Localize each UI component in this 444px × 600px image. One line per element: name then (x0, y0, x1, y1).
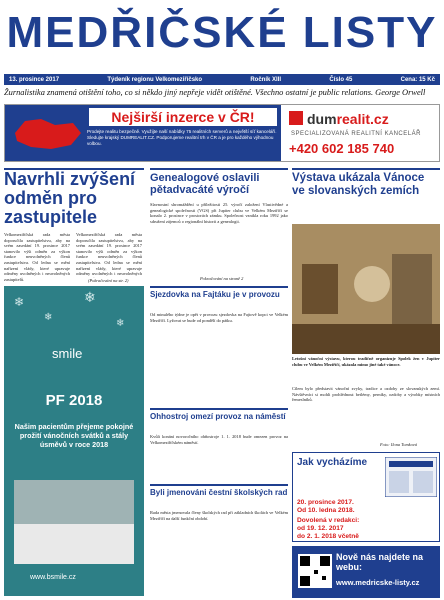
schedule-line3: Dovolená v redakci: (297, 517, 360, 524)
mid-rule-3 (150, 484, 288, 486)
col1-author: (Pokračování na str. 2) (88, 278, 129, 283)
bsmile-logo: smile (52, 346, 83, 361)
svg-text:❄: ❄ (14, 295, 25, 309)
issue-price: Cena: 15 Kč (400, 76, 435, 83)
bsmile-web[interactable]: www.bsmile.cz (30, 574, 76, 581)
team-photo (14, 480, 134, 564)
schedule-line1: 20. prosince 2017. (297, 499, 354, 506)
team-photo-icon (14, 480, 134, 564)
svg-text:❄: ❄ (44, 312, 53, 323)
mid-text-1: Od minulého týdne je opět v provozu sjezdovka na Fajtově kopci ve Velkém Meziříčí. Lyžovat se bude od pondělí do pátku. (150, 312, 288, 323)
schedule-line2: Od 10. ledna 2018. (297, 507, 355, 514)
col3-text: Cílem bylo představit vánoční zvyky, tradice a ozdoby ze slovanských zemí. Návštěvníci si mohli prohlédnout betlémy, perníky, ozdoby a výrobky místních řemeslníků. (292, 386, 440, 403)
brand-prefix: dum (307, 111, 337, 127)
issue-year: Ročník XIII (250, 76, 282, 83)
col2-headline: Genealogové oslavili pětadvacáté výročí (150, 172, 260, 196)
snowflake-decoration-icon (4, 286, 144, 342)
pf-year: PF 2018 (45, 392, 103, 409)
christmas-exhibition-photo (292, 224, 440, 354)
house-logo-icon (289, 111, 303, 125)
mid-text-2: Kvůli konání novoročního ohňostroje 1. 1. 2018 bude omezen provoz na Velkomeziříčském náměstí. (150, 434, 288, 445)
mid-text-3: Rada města jmenovala členy školských rad při základních školách ve Velkém Meziříčí na další funkční období. (150, 510, 288, 521)
col1-text-a: Velkomeziříčská rada města doporučila zastupitelstvu, aby na svém zasedání 19. prosince 2017 stanovilo výši odměn za výkon funkce neuvolněných členů zastupitelstva. Od ledna se mění nařízení vlády, které upravuje odměny uvolněných i neuvolněných zastupitelů. (4, 232, 70, 282)
ad-right-panel (283, 105, 439, 161)
qr-code-icon[interactable] (298, 554, 332, 588)
schedule-line5: do 2. 1. 2018 včetně (297, 533, 359, 540)
col2-author: Pokračování na straně 2 (200, 276, 244, 281)
svg-text:❄: ❄ (84, 291, 96, 306)
col3-rule (292, 168, 440, 170)
col3-author: Foto: Ilona Tomková (380, 442, 417, 447)
col2-rule (150, 168, 288, 170)
info-bar (4, 74, 440, 85)
col3-headline: Výstava ukázala Vánoce ve slovanských zemích (292, 172, 425, 197)
bsmile-advertisement[interactable] (4, 286, 144, 596)
top-advertisement[interactable] (4, 104, 440, 162)
web-url[interactable]: www.medricske-listy.cz (336, 578, 420, 587)
dumrealit-logo (307, 111, 389, 127)
mid-headline-1: Sjezdovka na Fajtáku je v provozu (150, 290, 280, 299)
czech-map-icon (11, 115, 83, 153)
schedule-line4: od 19. 12. 2017 (297, 525, 344, 532)
mid-rule-2 (150, 408, 288, 410)
issue-number: Číslo 45 (329, 76, 353, 83)
svg-text:❄: ❄ (116, 318, 125, 329)
col3-caption: Letošní vánoční výstavu, kterou tradičně organizuje Spolek žen v Jupiter clubu ve Velkém Meziříčí, ukázala mimo jiné také vánoce. (292, 356, 440, 367)
ad-phone: +420 602 185 740 (289, 141, 395, 156)
brand-suffix: realit.cz (336, 111, 389, 127)
col1-text-b: Velkomeziříčská rada města doporučila zastupitelstvu, aby na svém zasedání 19. prosince 2017 stanovilo výši odměn za výkon funkce neuvolněných členů zastupitelstva. Od ledna se mění nařízení vlády, které upravuje odměny uvolněných i neuvolněných (76, 232, 142, 277)
issue-date: 13. prosince 2017 (9, 76, 60, 83)
schedule-title: Jak vycházíme (297, 457, 368, 468)
pf-wish: Našim pacientům přejeme pokojné prožití vánočních svátků a stály úsměvů v roce 2018 (14, 422, 134, 449)
publishing-schedule-box (292, 452, 440, 542)
website-banner[interactable] (292, 546, 440, 598)
ad-subtitle: SPECIALIZOVANÁ REALITNÍ KANCELÁŘ (291, 131, 421, 137)
orwell-quote: Žurnalistika znamená otištění toho, co si někdo jiný nepřeje vidět otištěné. Všechno ostatní je public relations. George Orwell (4, 88, 426, 97)
web-title: Nově nás najdete na webu: (336, 552, 424, 572)
mid-headline-3: Byli jmenováni čestní školských rad (150, 488, 288, 497)
ad-body: Prodejte realitu bezpečně. Využijte naší nabídky 75 realitních serverů a největší síť kanceláří. Sledujte krajský DUMREALIT.CZ. Podporujeme realitní trh v ČR a je pro každého výhodnou volbou. (87, 129, 277, 146)
ad-headline: Nejširší inzerce v ČR! (89, 108, 277, 126)
mid-headline-2: Ohhostroj omezí provoz na náměstí (150, 412, 286, 421)
col1-rule (4, 168, 144, 170)
newspaper-thumbnail-icon (385, 457, 437, 497)
ad-left-panel (5, 105, 281, 161)
exhibition-photo-icon (292, 224, 440, 354)
col2-text: Slavnostní shromáždění u příležitosti 25. výročí založení Vlastivědné a genealogické společnosti (VGS) při Jupiter clubu ve Velkém Meziříčí se konalo 2. prosince v prostorách zámku. Společnost vznikla roku 1992 jako sdružení zájemců o regionální historii a genealogii. (150, 202, 288, 224)
masthead-title: MEDŘIČSKÉ LISTY (6, 8, 438, 57)
issue-subtitle: Týdeník regionu Velkomeziříčsko (107, 76, 203, 83)
col1-headline: Navrhli zvýšení odměn pro zastupitele (4, 169, 136, 227)
mid-rule-1 (150, 286, 288, 288)
